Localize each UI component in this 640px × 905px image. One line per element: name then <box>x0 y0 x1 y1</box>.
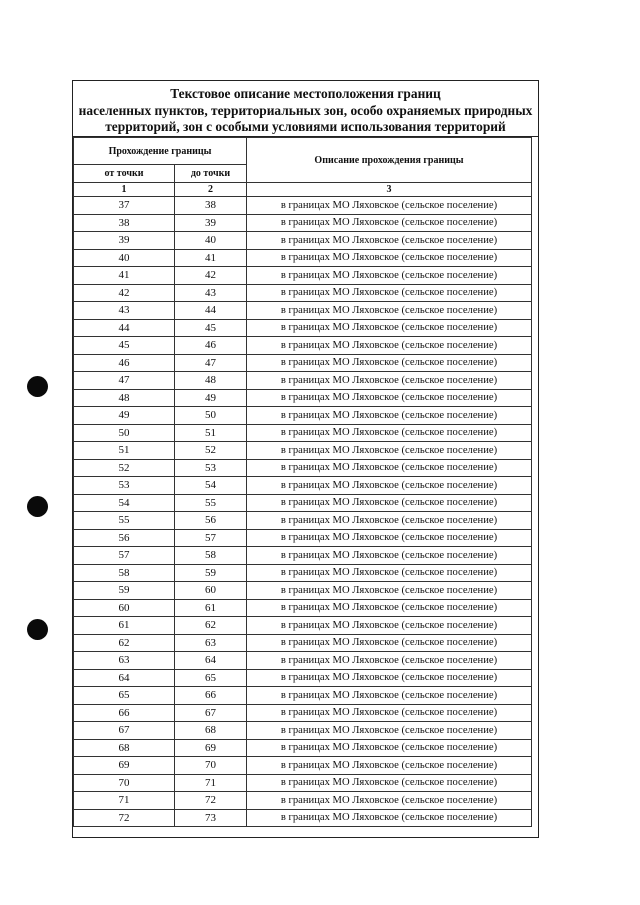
from-point-cell: 58 <box>74 564 175 582</box>
table-row <box>74 459 532 477</box>
to-point-cell: 64 <box>175 652 247 670</box>
to-point-cell: 40 <box>175 232 247 250</box>
table-row <box>74 652 532 670</box>
description-cell: в границах МО Ляховское (сельское поселение) <box>247 529 532 547</box>
to-point-cell: 42 <box>175 267 247 285</box>
to-point-cell: 72 <box>175 792 247 810</box>
description-cell: в границах МО Ляховское (сельское поселение) <box>247 634 532 652</box>
from-point-cell: 72 <box>74 809 175 827</box>
from-point-cell: 55 <box>74 512 175 530</box>
to-point-cell: 45 <box>175 319 247 337</box>
from-point-cell: 69 <box>74 757 175 775</box>
to-point-cell: 55 <box>175 494 247 512</box>
from-point-cell: 71 <box>74 792 175 810</box>
description-cell: в границах МО Ляховское (сельское поселение) <box>247 477 532 495</box>
description-cell: в границах МО Ляховское (сельское поселение) <box>247 494 532 512</box>
description-cell: в границах МО Ляховское (сельское поселение) <box>247 214 532 232</box>
table-row <box>74 232 532 250</box>
to-point-cell: 54 <box>175 477 247 495</box>
document-frame <box>72 80 539 838</box>
table-row <box>74 564 532 582</box>
from-point-cell: 39 <box>74 232 175 250</box>
punch-hole <box>27 376 48 397</box>
column-number: 1 <box>74 183 175 197</box>
table-row <box>74 809 532 827</box>
description-cell: в границах МО Ляховское (сельское поселение) <box>247 407 532 425</box>
from-point-cell: 62 <box>74 634 175 652</box>
table-row <box>74 582 532 600</box>
from-point-cell: 67 <box>74 722 175 740</box>
description-cell: в границах МО Ляховское (сельское поселение) <box>247 512 532 530</box>
table-row <box>74 389 532 407</box>
to-point-cell: 66 <box>175 687 247 705</box>
to-point-cell: 38 <box>175 197 247 215</box>
description-cell: в границах МО Ляховское (сельское поселение) <box>247 389 532 407</box>
from-point-cell: 42 <box>74 284 175 302</box>
table-row <box>74 267 532 285</box>
description-cell: в границах МО Ляховское (сельское поселение) <box>247 669 532 687</box>
to-point-cell: 47 <box>175 354 247 372</box>
to-point-cell: 62 <box>175 617 247 635</box>
from-point-cell: 54 <box>74 494 175 512</box>
from-point-cell: 61 <box>74 617 175 635</box>
from-point-cell: 59 <box>74 582 175 600</box>
description-cell: в границах МО Ляховское (сельское поселение) <box>247 319 532 337</box>
table-row <box>74 302 532 320</box>
to-point-cell: 51 <box>175 424 247 442</box>
from-point-cell: 68 <box>74 739 175 757</box>
table-row <box>74 319 532 337</box>
header-from: от точки <box>74 165 175 183</box>
to-point-cell: 67 <box>175 704 247 722</box>
description-cell: в границах МО Ляховское (сельское поселение) <box>247 249 532 267</box>
to-point-cell: 49 <box>175 389 247 407</box>
description-cell: в границах МО Ляховское (сельское поселение) <box>247 757 532 775</box>
table-row <box>74 424 532 442</box>
table-row <box>74 442 532 460</box>
to-point-cell: 65 <box>175 669 247 687</box>
from-point-cell: 56 <box>74 529 175 547</box>
description-cell: в границах МО Ляховское (сельское поселение) <box>247 652 532 670</box>
from-point-cell: 57 <box>74 547 175 565</box>
from-point-cell: 45 <box>74 337 175 355</box>
from-point-cell: 48 <box>74 389 175 407</box>
table-row <box>74 774 532 792</box>
to-point-cell: 50 <box>175 407 247 425</box>
title-line: Текстовое описание местоположения границ <box>170 86 441 101</box>
to-point-cell: 71 <box>175 774 247 792</box>
table-row <box>74 704 532 722</box>
from-point-cell: 41 <box>74 267 175 285</box>
to-point-cell: 68 <box>175 722 247 740</box>
from-point-cell: 70 <box>74 774 175 792</box>
from-point-cell: 50 <box>74 424 175 442</box>
to-point-cell: 41 <box>175 249 247 267</box>
boundary-table <box>73 137 532 827</box>
from-point-cell: 63 <box>74 652 175 670</box>
table-body <box>74 197 532 827</box>
header-to: до точки <box>175 165 247 183</box>
from-point-cell: 53 <box>74 477 175 495</box>
to-point-cell: 70 <box>175 757 247 775</box>
description-cell: в границах МО Ляховское (сельское поселение) <box>247 424 532 442</box>
description-cell: в границах МО Ляховское (сельское поселение) <box>247 267 532 285</box>
description-cell: в границах МО Ляховское (сельское поселение) <box>247 582 532 600</box>
from-point-cell: 40 <box>74 249 175 267</box>
to-point-cell: 48 <box>175 372 247 390</box>
description-cell: в границах МО Ляховское (сельское поселение) <box>247 599 532 617</box>
to-point-cell: 52 <box>175 442 247 460</box>
from-point-cell: 43 <box>74 302 175 320</box>
description-cell: в границах МО Ляховское (сельское поселение) <box>247 722 532 740</box>
from-point-cell: 65 <box>74 687 175 705</box>
table-row <box>74 214 532 232</box>
table-row <box>74 494 532 512</box>
to-point-cell: 59 <box>175 564 247 582</box>
table-row <box>74 372 532 390</box>
to-point-cell: 60 <box>175 582 247 600</box>
table-row <box>74 512 532 530</box>
from-point-cell: 49 <box>74 407 175 425</box>
to-point-cell: 63 <box>175 634 247 652</box>
from-point-cell: 52 <box>74 459 175 477</box>
to-point-cell: 43 <box>175 284 247 302</box>
table-row <box>74 669 532 687</box>
from-point-cell: 64 <box>74 669 175 687</box>
description-cell: в границах МО Ляховское (сельское поселение) <box>247 792 532 810</box>
to-point-cell: 39 <box>175 214 247 232</box>
description-cell: в границах МО Ляховское (сельское поселение) <box>247 232 532 250</box>
title-line: территорий, зон с особыми условиями использования территорий <box>105 119 506 134</box>
description-cell: в границах МО Ляховское (сельское поселение) <box>247 564 532 582</box>
from-point-cell: 37 <box>74 197 175 215</box>
table-row <box>74 739 532 757</box>
table-row <box>74 249 532 267</box>
to-point-cell: 73 <box>175 809 247 827</box>
document-title <box>73 81 538 137</box>
description-cell: в границах МО Ляховское (сельское поселение) <box>247 687 532 705</box>
description-cell: в границах МО Ляховское (сельское поселение) <box>247 337 532 355</box>
from-point-cell: 38 <box>74 214 175 232</box>
table-row <box>74 529 532 547</box>
table-row <box>74 634 532 652</box>
to-point-cell: 57 <box>175 529 247 547</box>
table-row <box>74 354 532 372</box>
description-cell: в границах МО Ляховское (сельское поселение) <box>247 809 532 827</box>
table-row <box>74 284 532 302</box>
table-row <box>74 687 532 705</box>
table-row <box>74 599 532 617</box>
from-point-cell: 44 <box>74 319 175 337</box>
column-number: 3 <box>247 183 532 197</box>
to-point-cell: 44 <box>175 302 247 320</box>
description-cell: в границах МО Ляховское (сельское поселение) <box>247 372 532 390</box>
column-number: 2 <box>175 183 247 197</box>
table-row <box>74 757 532 775</box>
table-row <box>74 337 532 355</box>
table-row <box>74 407 532 425</box>
description-cell: в границах МО Ляховское (сельское поселение) <box>247 547 532 565</box>
from-point-cell: 46 <box>74 354 175 372</box>
description-cell: в границах МО Ляховское (сельское поселение) <box>247 302 532 320</box>
from-point-cell: 51 <box>74 442 175 460</box>
description-cell: в границах МО Ляховское (сельское поселение) <box>247 459 532 477</box>
table-row <box>74 792 532 810</box>
description-cell: в границах МО Ляховское (сельское поселение) <box>247 617 532 635</box>
table-row <box>74 617 532 635</box>
table-row <box>74 197 532 215</box>
description-cell: в границах МО Ляховское (сельское поселение) <box>247 284 532 302</box>
from-point-cell: 66 <box>74 704 175 722</box>
header-group: Прохождение границы <box>74 138 247 165</box>
punch-hole <box>27 496 48 517</box>
to-point-cell: 46 <box>175 337 247 355</box>
description-cell: в границах МО Ляховское (сельское поселение) <box>247 442 532 460</box>
to-point-cell: 61 <box>175 599 247 617</box>
table-row <box>74 722 532 740</box>
description-cell: в границах МО Ляховское (сельское поселение) <box>247 197 532 215</box>
from-point-cell: 47 <box>74 372 175 390</box>
header-description: Описание прохождения границы <box>247 138 532 183</box>
to-point-cell: 56 <box>175 512 247 530</box>
punch-hole <box>27 619 48 640</box>
to-point-cell: 58 <box>175 547 247 565</box>
table-row <box>74 477 532 495</box>
description-cell: в границах МО Ляховское (сельское поселение) <box>247 354 532 372</box>
from-point-cell: 60 <box>74 599 175 617</box>
description-cell: в границах МО Ляховское (сельское поселение) <box>247 704 532 722</box>
to-point-cell: 53 <box>175 459 247 477</box>
description-cell: в границах МО Ляховское (сельское поселение) <box>247 739 532 757</box>
title-line: населенных пунктов, территориальных зон, особо охраняемых природных <box>78 102 533 118</box>
table-row <box>74 547 532 565</box>
description-cell: в границах МО Ляховское (сельское поселение) <box>247 774 532 792</box>
to-point-cell: 69 <box>175 739 247 757</box>
